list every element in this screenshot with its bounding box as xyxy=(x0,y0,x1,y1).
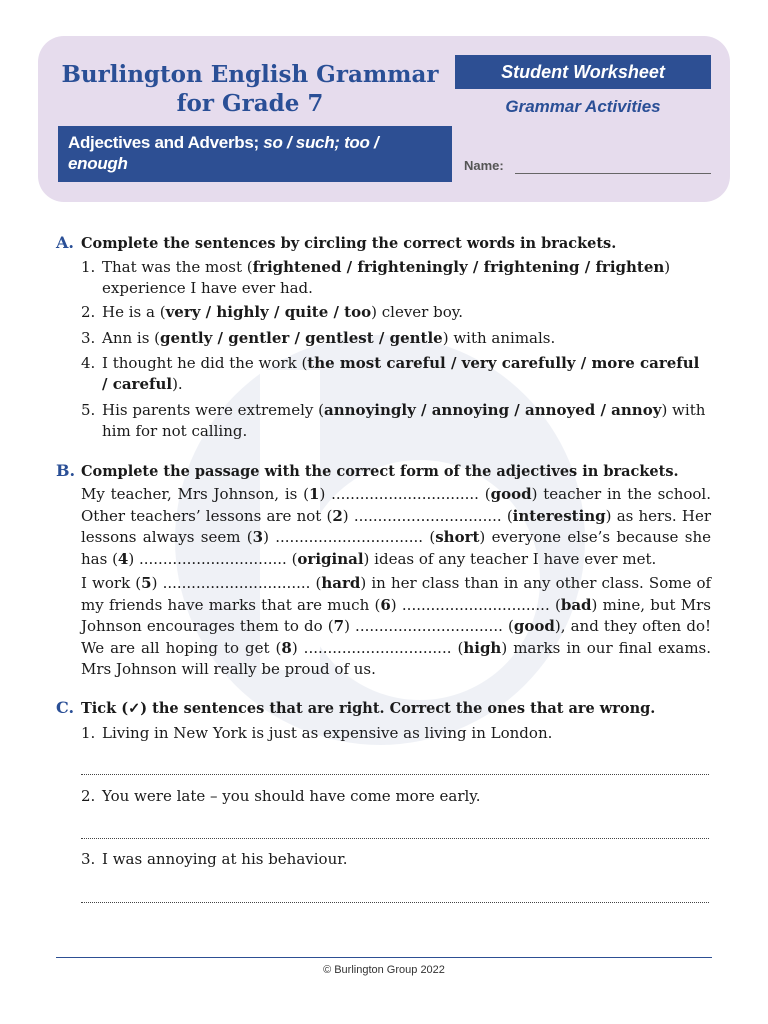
passage-text: ( xyxy=(478,485,491,503)
gap-number: 4 xyxy=(117,549,129,568)
answer-line-3[interactable] xyxy=(81,902,709,903)
footer-divider xyxy=(56,957,712,958)
item-number: 1. xyxy=(81,724,96,742)
section-a-item-3 xyxy=(81,328,711,349)
item-text: He is a ( xyxy=(102,303,166,321)
item-number: 2. xyxy=(81,787,96,805)
item-text: I thought he did the work ( xyxy=(102,354,308,372)
gap-number: 5 xyxy=(141,574,152,592)
passage-text: ( xyxy=(502,617,514,635)
passage-text: ) xyxy=(344,617,356,635)
gap-number: 8 xyxy=(281,638,292,657)
item-text: His parents were extremely ( xyxy=(102,401,325,419)
adjective-hint: good xyxy=(490,485,532,503)
gap-blank[interactable]: ............................... xyxy=(401,595,550,614)
gap-blank[interactable]: ............................... xyxy=(275,528,424,546)
gap-blank[interactable]: ............................... xyxy=(331,485,479,503)
item-options[interactable]: frightened / frighteningly / frightening / frighten xyxy=(252,258,665,276)
section-c-heading xyxy=(56,698,655,717)
section-c-instruction: Tick (✓) the sentences that are right. Correct the ones that are wrong. xyxy=(81,700,656,717)
item-text: I was annoying at his behaviour. xyxy=(102,850,348,868)
gap-number: 3 xyxy=(252,528,264,546)
copyright: © Burlington Group 2022 xyxy=(323,964,445,976)
section-a-item-4 xyxy=(81,353,711,395)
gap-blank[interactable]: ............................... xyxy=(353,506,502,525)
item-number: 3. xyxy=(81,329,96,347)
gap-blank[interactable]: ............................... xyxy=(355,617,503,635)
passage-text: ( xyxy=(423,528,436,546)
section-c-item-3 xyxy=(81,849,711,870)
item-text: You were late – you should have come more early. xyxy=(102,787,481,805)
passage-text: I work ( xyxy=(81,574,142,592)
topic-part1: Adjectives and Adverbs; xyxy=(68,133,264,152)
book-title-line1: Burlington English Grammar xyxy=(61,61,439,88)
passage-text: ) marks in our final exams. Mrs Johnson will really be proud of us. xyxy=(81,638,712,678)
passage-text: ) xyxy=(128,549,139,568)
topic-part2: so / such; too / enough xyxy=(68,133,379,173)
adjective-hint: bad xyxy=(560,595,592,614)
gap-number: 1 xyxy=(309,485,320,503)
adjective-hint: original xyxy=(297,549,364,568)
item-options[interactable]: very / highly / quite / too xyxy=(165,303,372,321)
item-text: ). xyxy=(172,375,183,393)
section-a-instruction: Complete the sentences by circling the correct words in brackets. xyxy=(81,235,617,252)
section-a-heading xyxy=(56,233,616,252)
student-worksheet-banner: Student Worksheet xyxy=(455,55,711,89)
item-text: That was the most ( xyxy=(102,258,253,276)
passage-text: ) xyxy=(263,528,276,546)
adjective-hint: short xyxy=(435,528,480,546)
item-options[interactable]: the most careful / very carefully / more careful / careful xyxy=(102,354,700,393)
adjective-hint: high xyxy=(463,638,502,657)
passage-text: ) everyone else’s because she has ( xyxy=(81,528,711,568)
section-a-item-2 xyxy=(81,302,711,323)
name-field[interactable] xyxy=(515,173,711,174)
gap-number: 2 xyxy=(332,506,343,525)
passage-text: ) ideas of any teacher I have ever met. xyxy=(363,549,657,568)
item-text: Ann is ( xyxy=(102,329,161,347)
passage-text: ) in her class than in any other class. Some of my friends have marks that are much ( xyxy=(81,574,712,614)
passage-text: ( xyxy=(451,638,464,657)
passage-text: ( xyxy=(310,574,322,592)
passage-text: ) xyxy=(390,595,402,614)
passage-text: ) xyxy=(342,506,354,525)
grammar-activities-label: Grammar Activities xyxy=(505,97,661,116)
item-number: 1. xyxy=(81,258,96,276)
passage-text: ( xyxy=(501,506,513,525)
book-title xyxy=(58,60,442,118)
gap-blank[interactable]: ............................... xyxy=(138,549,287,568)
passage-text: My teacher, Mrs Johnson, is ( xyxy=(81,485,310,503)
passage-text: ) xyxy=(151,574,163,592)
section-a-item-1 xyxy=(81,257,711,299)
passage-text: ( xyxy=(549,595,561,614)
item-text: ) experience I have ever had. xyxy=(102,258,671,297)
section-c-item-1 xyxy=(81,723,711,744)
item-text: ) clever boy. xyxy=(371,303,463,321)
passage-text: ) as hers. Her lessons always seem ( xyxy=(81,506,711,546)
item-number: 3. xyxy=(81,850,96,868)
section-a-letter: A. xyxy=(56,233,74,252)
adjective-hint: good xyxy=(513,617,555,635)
gap-number: 6 xyxy=(380,595,391,614)
topic-banner xyxy=(58,126,452,182)
gap-blank[interactable]: ............................... xyxy=(303,638,452,657)
passage-text: ) mine, but Mrs Johnson encourages them to do ( xyxy=(81,595,711,635)
passage-text: ( xyxy=(286,549,298,568)
name-label: Name: xyxy=(464,158,504,173)
answer-line-2[interactable] xyxy=(81,838,709,839)
section-b-letter: B. xyxy=(56,461,76,480)
adjective-hint: interesting xyxy=(512,506,606,525)
item-number: 4. xyxy=(81,354,96,372)
passage-text: ) xyxy=(319,485,332,503)
item-options[interactable]: annoyingly / annoying / annoyed / annoy xyxy=(324,401,662,419)
section-b-paragraph-1 xyxy=(81,484,711,570)
passage-text: ) teacher in the school. Other teachers’ lessons are not ( xyxy=(81,485,711,525)
item-options[interactable]: gently / gentler / gentlest / gentle xyxy=(160,329,443,347)
item-text: ) with him for not calling. xyxy=(102,401,706,440)
answer-line-1[interactable] xyxy=(81,774,709,775)
item-text: Living in New York is just as expensive as living in London. xyxy=(102,724,553,742)
passage-text: ), and they often do! We are all hoping to get ( xyxy=(81,617,712,657)
section-b-heading xyxy=(56,461,679,480)
section-b-instruction: Complete the passage with the correct form of the adjectives in brackets. xyxy=(81,463,679,480)
gap-blank[interactable]: ............................... xyxy=(162,574,311,592)
gap-number: 7 xyxy=(333,617,345,635)
section-a-item-5 xyxy=(81,400,711,442)
book-title-line2: for Grade 7 xyxy=(176,90,324,117)
item-number: 5. xyxy=(81,401,96,419)
section-c-item-2 xyxy=(81,786,711,807)
adjective-hint: hard xyxy=(321,574,361,592)
passage-text: ) xyxy=(291,638,304,657)
item-text: ) with animals. xyxy=(442,329,556,347)
item-number: 2. xyxy=(81,303,96,321)
section-c-letter: C. xyxy=(56,698,75,717)
section-b-paragraph-2 xyxy=(81,573,711,681)
